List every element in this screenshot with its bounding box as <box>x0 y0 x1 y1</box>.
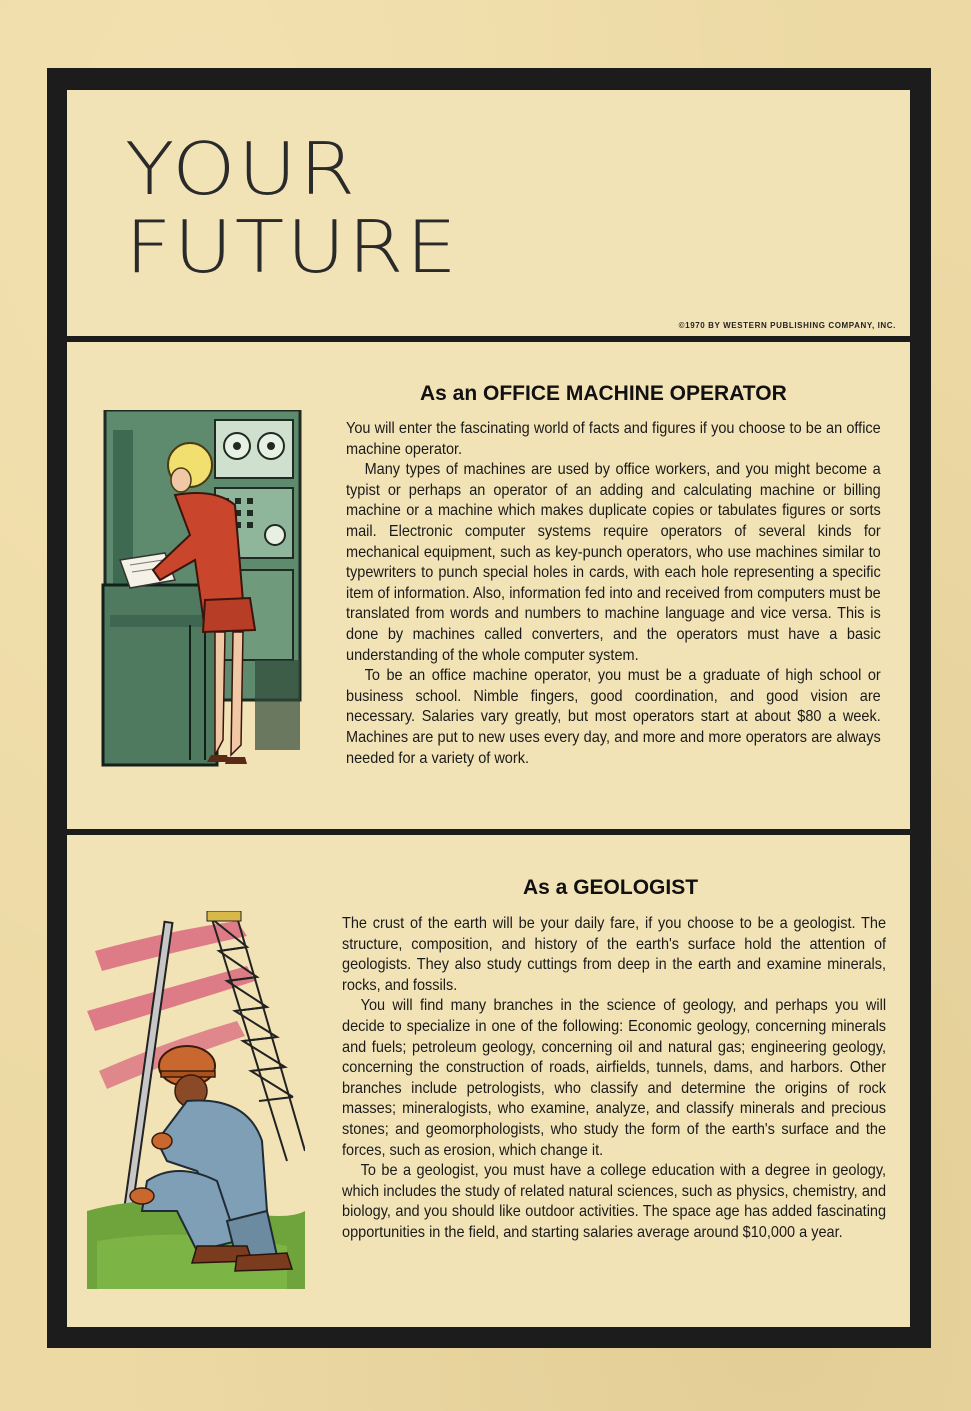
page-title <box>125 127 460 290</box>
geologist-heading: As a GEOLOGIST <box>523 876 699 899</box>
title-panel <box>67 90 910 336</box>
office-paragraph-2: Many types of machines are used by office workers, and you might become a typist or perhaps an operator of an adding and calculating machine or billing machine or a machine which makes duplicate copies or tabulates figures or sorts mail. Electronic computer systems require operators of several kinds for mechanical equipment, such as key-punch operators, who use machines similar to typewriters to punch special holes in cards, with each hole representing a specific item of information. Also, information fed into and received from computers must be translated from words and numbers to machine language and vice versa. This is done by machines called converters, and the operators must have a basic understanding of the whole computer system. <box>346 461 881 664</box>
title-line-2: FUTURE <box>125 205 460 289</box>
geologist-paragraph-3: To be a geologist, you must have a college education with a degree in geology, which includes the study of related natural sciences, such as physics, chemistry, and biology, and you should like outdoor activities. The space age has added fascinating opportunities in the field, and starting salaries average around $10,000 a year. <box>342 1162 887 1241</box>
geologist-paragraph-2: You will find many branches in the science of geology, and perhaps you will decide to specialize in one of the following: Economic geology, concerning minerals and fuels; petroleum geology, concerning oil and natural gas; engineering geology, concerning the construction of roads, airfields, tunnels, dams, and harbors. Other branches include petrologists, who classify and determine the origins of rock masses; mineralogists, who examine, analyze, and classify minerals and precious stones; and geomorphologists, who study the form of the earth's surface and the forces, such as erosion, which change it. <box>342 997 887 1159</box>
title-line-1: YOUR <box>125 127 358 211</box>
office-operator-text <box>346 419 881 769</box>
geologist-text <box>342 914 886 1244</box>
office-paragraph-1: You will enter the fascinating world of facts and figures if you choose to be an office machine operator. <box>346 420 881 458</box>
office-operator-panel <box>67 342 910 829</box>
geologist-illustration <box>87 911 305 1289</box>
copyright-notice: ©1970 BY WESTERN PUBLISHING COMPANY, INC. <box>678 321 896 330</box>
office-paragraph-3: To be an office machine operator, you must be a graduate of high school or business school. Nimble fingers, good coordination, and good vision are necessary. Salaries vary greatly, but most operators start at about $80 a week. Machines are put to new uses every day, and more and more operators are always needed for a variety of work. <box>346 667 881 767</box>
office-operator-heading: As an OFFICE MACHINE OPERATOR <box>420 382 787 405</box>
office-machine-operator-illustration <box>95 410 305 772</box>
geologist-panel <box>67 835 910 1327</box>
geologist-paragraph-1: The crust of the earth will be your daily fare, if you choose to be a geologist. The structure, composition, and history of the earth's surface hold the attention of geologists. They also study cuttings from deep in the earth and examine minerals, rocks, and fossils. <box>342 915 887 994</box>
